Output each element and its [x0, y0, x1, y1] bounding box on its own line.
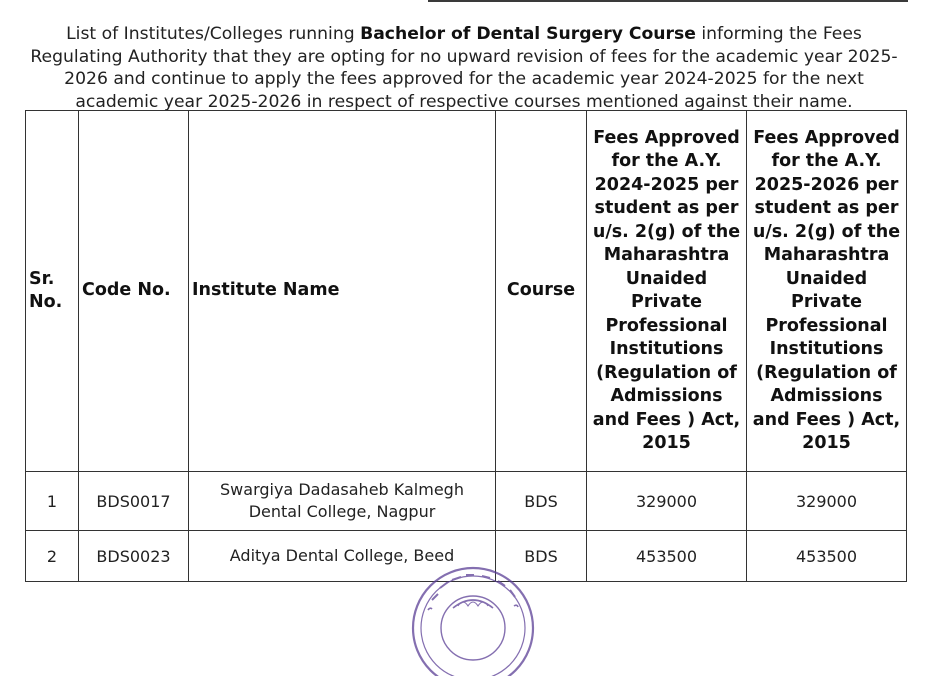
cell-course: BDS	[496, 531, 587, 582]
authority-seal-stamp	[406, 566, 540, 676]
header-institute-name: Institute Name	[189, 111, 496, 472]
cell-sr-no: 2	[26, 531, 79, 582]
intro-text-after: informing the Fees Regulating Authority that they are opting for no upward revision of fees for the academic year 2025-2026 and continue to apply the fees approved for the academic year 2024-2025 for the next academic year 2025-2026 in respect of respective courses mentioned against their name.	[30, 24, 898, 112]
cell-fees-2025-2026: 329000	[747, 472, 907, 531]
fees-table	[25, 110, 907, 582]
header-fees-2025-2026: Fees Approved for the A.Y. 2025-2026 per student as per u/s. 2(g) of the Maharashtra Unaided Private Professional Institutions (Regulation of Admissions and Fees ) Act, 2015	[747, 111, 907, 472]
cell-code-no: BDS0023	[79, 531, 189, 582]
cell-course: BDS	[496, 472, 587, 531]
intro-paragraph	[22, 23, 906, 113]
cell-code-no: BDS0017	[79, 472, 189, 531]
header-code-no: Code No.	[79, 111, 189, 472]
intro-course-name: Bachelor of Dental Surgery Course	[360, 24, 696, 45]
cell-fees-2024-2025: 453500	[587, 531, 747, 582]
header-sr-no: Sr. No.	[26, 111, 79, 472]
intro-text-before: List of Institutes/Colleges running	[66, 24, 361, 45]
header-fees-2024-2025: Fees Approved for the A.Y. 2024-2025 per student as per u/s. 2(g) of the Maharashtra Unaided Private Professional Institutions (Regulation of Admissions and Fees ) Act, 2015	[587, 111, 747, 472]
cell-fees-2024-2025: 329000	[587, 472, 747, 531]
top-rule	[428, 0, 908, 2]
cell-institute-name: Swargiya Dadasaheb Kalmegh Dental College, Nagpur	[189, 472, 496, 531]
header-course: Course	[496, 111, 587, 472]
cell-sr-no: 1	[26, 472, 79, 531]
cell-fees-2025-2026: 453500	[747, 531, 907, 582]
table-row	[26, 472, 907, 531]
cell-institute-name: Aditya Dental College, Beed	[189, 531, 496, 582]
table-header-row	[26, 111, 907, 472]
seal-rings	[413, 568, 533, 676]
